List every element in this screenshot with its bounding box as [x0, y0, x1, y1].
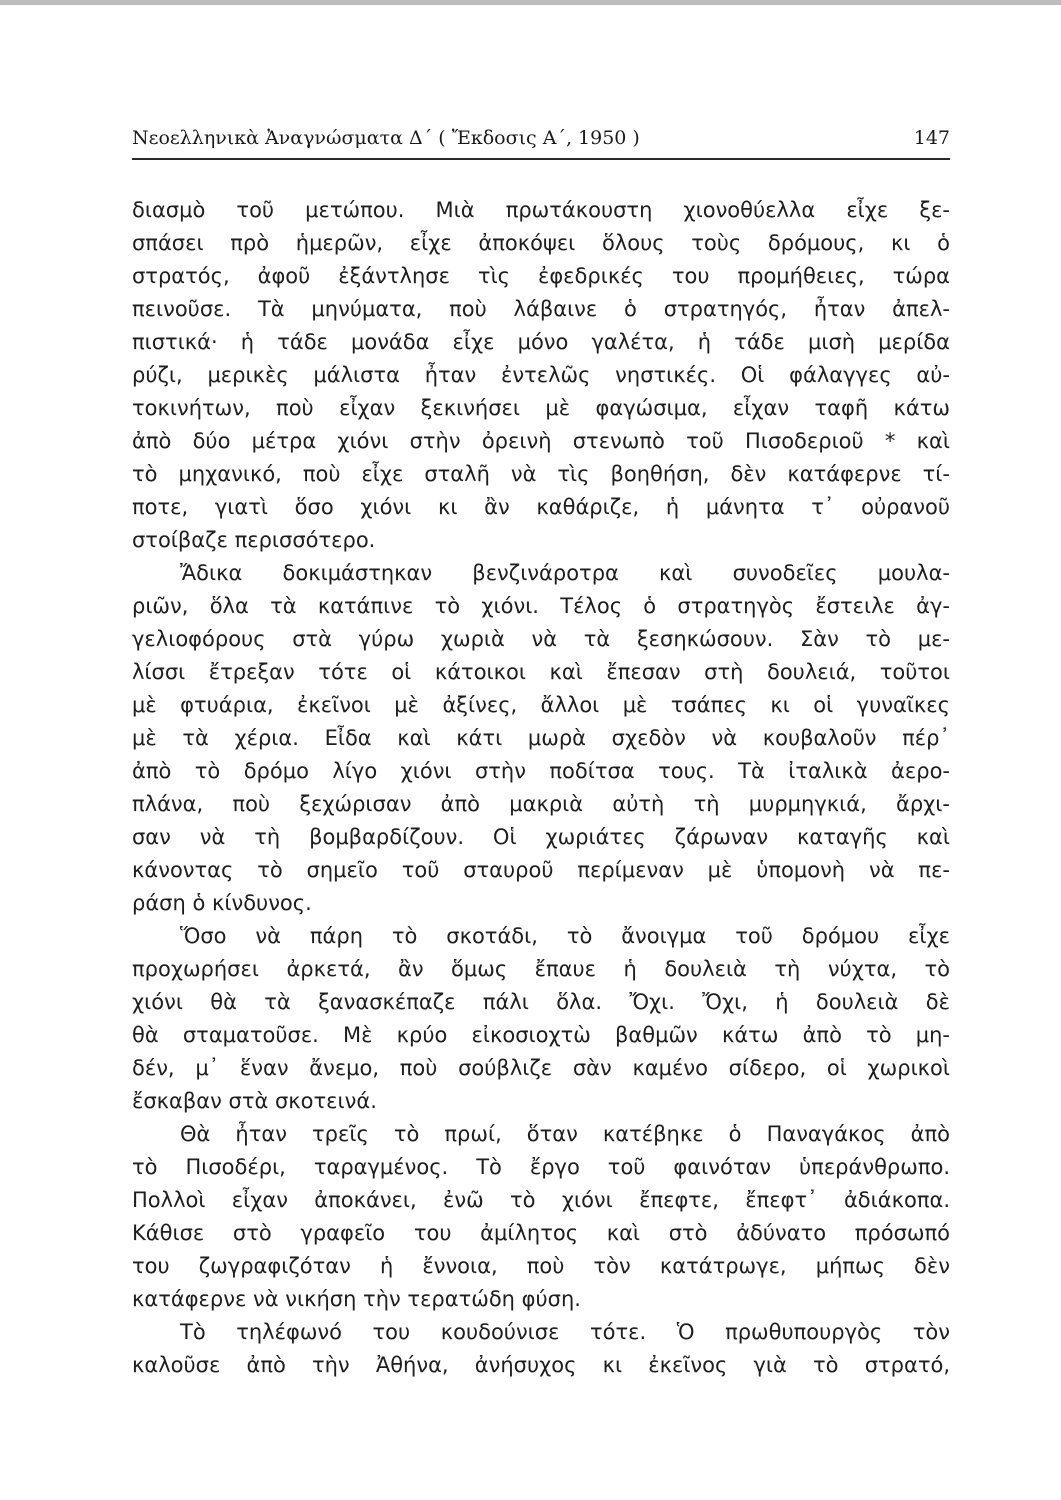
text-line: Πολλοὶ εἶχαν ἀποκάνει, ἐνῶ τὸ χιόνι ἔπεφτε, ἔπεφτ᾿ ἀδιάκοπα. — [132, 1188, 950, 1212]
top-edge-shadow — [0, 0, 1061, 5]
text-line: θὰ σταματοῦσε. Μὲ κρύο εἰκοσιοχτὼ βαθμῶν κάτω ἀπὸ τὸ μη- — [132, 1023, 950, 1047]
text-line: τοκινήτων, ποὺ εἶχαν ξεκινήσει μὲ φαγώσιμα, εἶχαν ταφῆ κάτω — [132, 396, 950, 420]
text-line: ἀπὸ τὸ δρόμο λίγο χιόνι στὴν ποδίτσα τους. Τὰ ἰταλικὰ ἀερο- — [132, 759, 950, 783]
text-line: σαν νὰ τὴ βομβαρδίζουν. Οἱ χωριάτες ζάρωναν καταγῆς καὶ — [132, 825, 950, 849]
text-line: ρύζι, μερικὲς μάλιστα ἦταν ἐντελῶς νηστικές. Οἱ φάλαγγες αὐ- — [132, 363, 950, 387]
text-line: πλάνα, ποὺ ξεχώρισαν ἀπὸ μακριὰ αὐτὴ τὴ μυρμηγκιά, ἄρχι- — [132, 792, 950, 816]
text-line: σπάσει πρὸ ἡμερῶν, εἶχε ἀποκόψει ὅλους τοὺς δρόμους, κι ὁ — [132, 231, 950, 255]
text-line: ποτε, γιατὶ ὅσο χιόνι κι ἂν καθάριζε, ἡ μάνητα τ᾿ οὐρανοῦ — [132, 495, 950, 519]
text-line: ἔσκαβαν στὰ σκοτεινά. — [132, 1089, 377, 1113]
paragraph — [132, 194, 950, 557]
text-line: Κάθισε στὸ γραφεῖο του ἀμίλητος καὶ στὸ ἀδύνατο πρόσωπό — [132, 1221, 950, 1245]
text-line: μὲ φτυάρια, ἐκεῖνοι μὲ ἀξίνες, ἄλλοι μὲ τσάπες κι οἱ γυναῖκες — [132, 693, 950, 717]
book-title: Νεοελληνικὰ Ἀναγνώσματα Δ΄ ( Ἔκδοσις Α΄, 1950 ) — [132, 127, 640, 149]
text-line: διασμὸ τοῦ μετώπου. Μιὰ πρωτάκουστη χιονοθύελλα εἶχε ξε- — [132, 198, 950, 222]
header-rule — [132, 158, 950, 160]
text-line: τὸ Πισοδέρι, ταραγμένος. Τὸ ἔργο τοῦ φαινόταν ὑπεράνθρωπο. — [132, 1155, 950, 1179]
text-line: προχωρήσει ἀρκετά, ἂν ὅμως ἔπαυε ἡ δουλειὰ τὴ νύχτα, τὸ — [132, 957, 950, 981]
text-line: πιστικά· ἡ τάδε μονάδα εἶχε μόνο γαλέτα, ἡ τάδε μισὴ μερίδα — [132, 330, 950, 354]
text-line: στοίβαζε περισσότερο. — [132, 528, 376, 552]
text-line: Θὰ ἦταν τρεῖς τὸ πρωί, ὅταν κατέβηκε ὁ Παναγάκος ἀπὸ — [180, 1122, 950, 1146]
text-line: λίσσι ἔτρεξαν τότε οἱ κάτοικοι καὶ ἔπεσαν στὴ δουλειά, τοῦτοι — [132, 660, 950, 684]
paragraph — [132, 557, 950, 920]
paragraph — [132, 1118, 950, 1316]
paragraph — [132, 920, 950, 1118]
running-header — [132, 127, 950, 157]
text-line: μὲ τὰ χέρια. Εἶδα καὶ κάτι μωρὰ σχεδὸν νὰ κουβαλοῦν πέρ᾿ — [132, 726, 950, 750]
text-line: κατάφερνε νὰ νικήση τὴν τερατώδη φύση. — [132, 1287, 581, 1311]
text-line: δέν, μ᾿ ἕναν ἄνεμο, ποὺ σούβλιζε σὰν καμένο σίδερο, οἱ χωρικοὶ — [132, 1056, 950, 1080]
text-line: Ὅσο νὰ πάρη τὸ σκοτάδι, τὸ ἄνοιγμα τοῦ δρόμου εἶχε — [180, 924, 950, 948]
page-number: 147 — [913, 127, 950, 149]
text-line: ριῶν, ὅλα τὰ κατάπινε τὸ χιόνι. Τέλος ὁ στρατηγὸς ἔστειλε ἀγ- — [132, 594, 950, 618]
text-line: Τὸ τηλέφωνό του κουδούνισε τότε. Ὁ πρωθυπουργὸς τὸν — [180, 1320, 950, 1344]
text-line: στρατός, ἀφοῦ ἐξάντλησε τὶς ἐφεδρικές του προμήθειες, τώρα — [132, 264, 950, 288]
text-line: ἀπὸ δύο μέτρα χιόνι στὴν ὀρεινὴ στενωπὸ τοῦ Πισοδεριοῦ * καὶ — [132, 429, 950, 453]
text-line: κάνοντας τὸ σημεῖο τοῦ σταυροῦ περίμεναν μὲ ὑπομονὴ νὰ πε- — [132, 858, 950, 882]
text-line: Ἄδικα δοκιμάστηκαν βενζινάροτρα καὶ συνοδεῖες μουλα- — [180, 561, 950, 585]
text-line: ράση ὁ κίνδυνος. — [132, 891, 312, 915]
text-line: πεινοῦσε. Τὰ μηνύματα, ποὺ λάβαινε ὁ στρατηγός, ἦταν ἀπελ- — [132, 297, 950, 321]
text-line: τὸ μηχανικό, ποὺ εἶχε σταλῆ νὰ τὶς βοηθήση, δὲν κατάφερνε τί- — [132, 462, 950, 486]
body-text — [132, 194, 950, 1382]
text-line: καλοῦσε ἀπὸ τὴν Ἀθήνα, ἀνήσυχος κι ἐκεῖνος γιὰ τὸ στρατό, — [132, 1353, 950, 1377]
text-line: χιόνι θὰ τὰ ξανασκέπαζε πάλι ὅλα. Ὄχι. Ὄχι, ἡ δουλειὰ δὲ — [132, 990, 950, 1014]
text-line: του ζωγραφιζόταν ἡ ἔννοια, ποὺ τὸν κατάτρωγε, μήπως δὲν — [132, 1254, 950, 1278]
paragraph — [132, 1316, 950, 1382]
text-line: γελιοφόρους στὰ γύρω χωριὰ νὰ τὰ ξεσηκώσουν. Σὰν τὸ με- — [132, 627, 950, 651]
